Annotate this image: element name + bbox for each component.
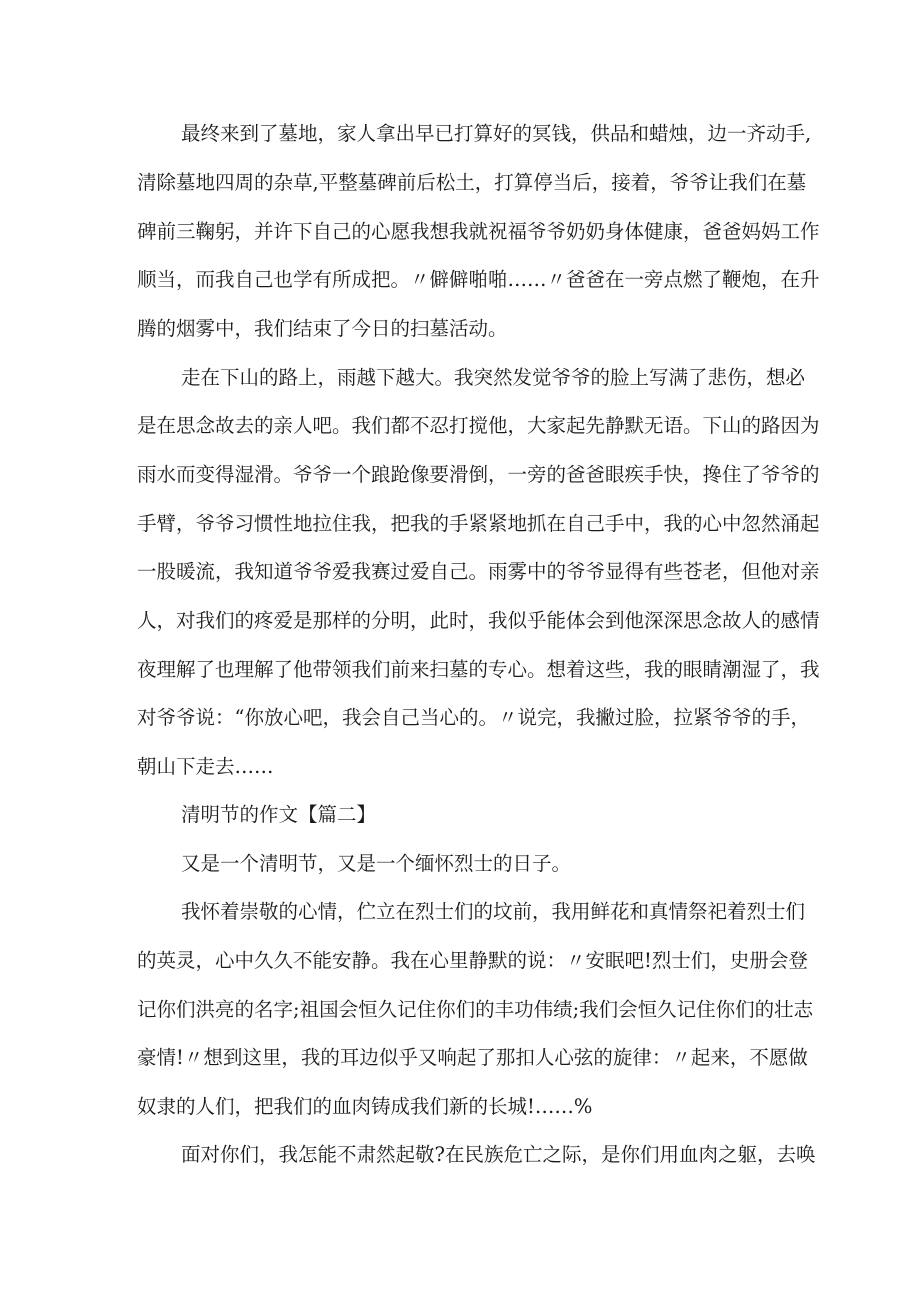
paragraph-2-line-8: 对爷爷说：“你放心吧，我会自己当心的。〃说完，我撇过脸，拉紧爷爷的手，: [137, 706, 810, 729]
paragraph-2-line-5: 一股暖流，我知道爷爷爱我赛过爱自己。雨雾中的爷爷显得有些苍老，但他对亲: [137, 560, 820, 583]
paragraph-4-line-3: 记你们洪亮的名字;祖国会恒久记住你们的丰功伟绩;我们会恒久记住你们的壮志: [137, 998, 814, 1021]
paragraph-1-line-4: 顺当，而我自己也学有所成把。〃僻僻啪啪……〃爸爸在一旁点燃了鞭炮，在升: [137, 268, 820, 291]
paragraph-1-line-3: 碑前三鞠躬，并许下自己的心愿我想我就祝福爷爷奶奶身体健康，爸爸妈妈工作: [137, 220, 820, 243]
paragraph-1-line-5: 腾的烟雾中，我们结束了今日的扫墓活动。: [137, 317, 508, 340]
section-heading: 清明节的作文【篇二】: [181, 803, 377, 826]
paragraph-2-line-3: 雨水而变得湿滑。爷爷一个踉跄像要滑倒，一旁的爸爸眼疾手快，搀住了爷爷的: [137, 463, 820, 486]
paragraph-2-line-9: 朝山下走去……: [137, 755, 274, 778]
paragraph-2-line-2: 是在思念故去的亲人吧。我们都不忍打搅他，大家起先静默无语。下山的路因为: [137, 414, 820, 437]
paragraph-5-line-1: 面对你们，我怎能不肃然起敬?在民族危亡之际，是你们用血肉之躯，去唤: [181, 1143, 816, 1166]
paragraph-4-line-2: 的英灵，心中久久不能安静。我在心里静默的说：〃安眠吧!烈士们，史册会登: [137, 949, 808, 972]
paragraph-4-line-4: 豪情!〃想到这里，我的耳边似乎又响起了那扣人心弦的旋律：〃起来，不愿做: [137, 1046, 808, 1069]
paragraph-4-line-5: 奴隶的人们，把我们的血肉铸成我们新的长城!……%: [137, 1095, 593, 1118]
paragraph-2-line-1: 走在下山的路上，雨越下越大。我突然发觉爷爷的脸上写满了悲伤，想必: [181, 366, 806, 389]
paragraph-1-line-2: 清除墓地四周的杂草,平整墓碑前后松土，打算停当后，接着，爷爷让我们在墓: [137, 171, 807, 194]
paragraph-2-line-6: 人，对我们的疼爱是那样的分明，此时，我似乎能体会到他深深思念故人的感情: [137, 609, 820, 632]
paragraph-4-line-1: 我怀着崇敬的心情，伫立在烈士们的坟前，我用鲜花和真情祭祀着烈士们: [181, 900, 806, 923]
paragraph-3-line-1: 又是一个清明节，又是一个缅怀烈士的日子。: [181, 852, 572, 875]
paragraph-2-line-4: 手臂，爷爷习惯性地拉住我，把我的手紧紧地抓在自己手中，我的心中忽然涌起: [137, 512, 820, 535]
paragraph-2-line-7: 夜理解了也理解了他带领我们前来扫墓的专心。想着这些，我的眼睛潮湿了，我: [137, 658, 820, 681]
paragraph-1-line-1: 最终来到了墓地，家人拿出早已打算好的冥钱，供品和蜡烛，边一齐动手,: [181, 122, 812, 145]
